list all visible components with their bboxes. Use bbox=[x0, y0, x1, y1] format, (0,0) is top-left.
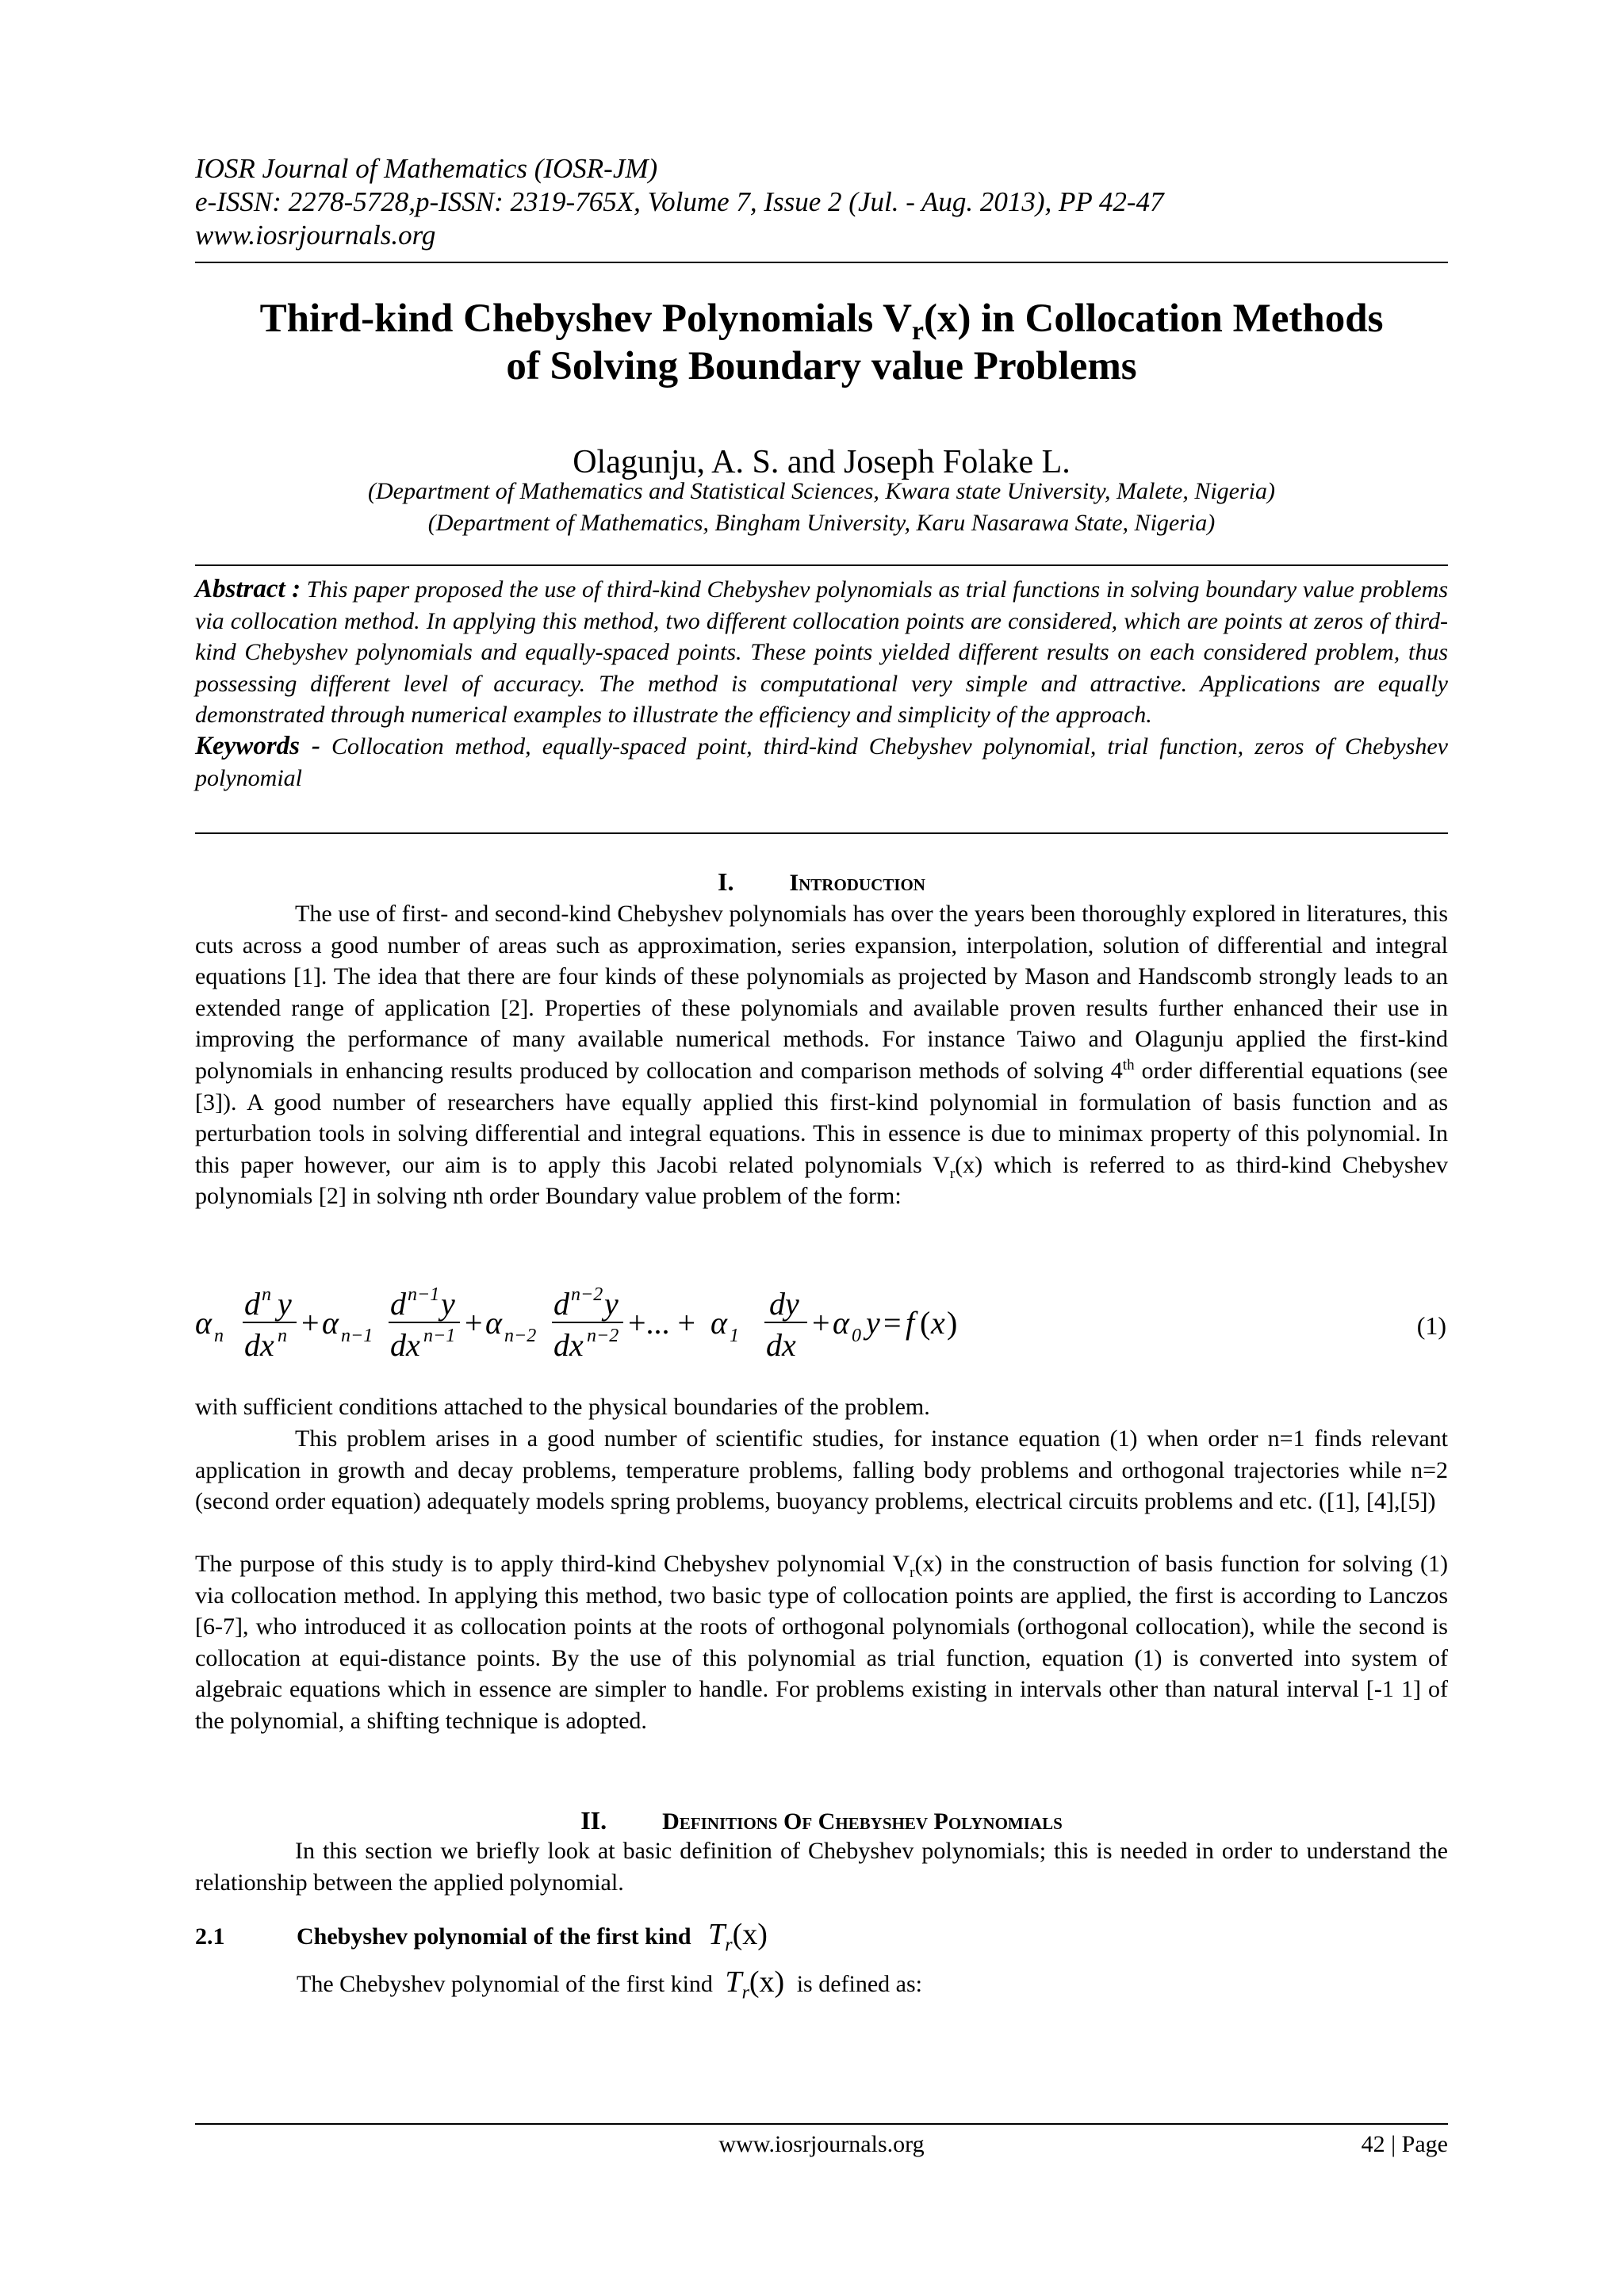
equation-1-number: (1) bbox=[1416, 1311, 1446, 1340]
svg-text:α: α bbox=[195, 1305, 212, 1341]
svg-text:x: x bbox=[931, 1305, 945, 1341]
keywords-text: Collocation method, equally-spaced point, third-kind Chebyshev polynomial, trial function, zeros of Chebyshev polynomial bbox=[195, 733, 1449, 791]
svg-text:n: n bbox=[278, 1326, 287, 1346]
abstract-top-rule bbox=[195, 564, 1448, 566]
svg-text:(: ( bbox=[920, 1305, 931, 1341]
svg-text:α: α bbox=[322, 1305, 339, 1341]
svg-text:=: = bbox=[883, 1305, 902, 1341]
svg-text:f: f bbox=[906, 1305, 915, 1341]
svg-text:+... +: +... + bbox=[628, 1305, 696, 1341]
svg-text:dx: dx bbox=[244, 1327, 274, 1363]
section-2-paragraph: In this section we briefly look at basic definition of Chebyshev polynomials; this is needed in order to understand the relationship between the applied polynomial. bbox=[195, 1838, 1448, 1896]
page-number: 42 | Page bbox=[1361, 2131, 1448, 2157]
section-2-heading: II. Definitions Of Chebyshev Polynomials bbox=[580, 1806, 1063, 1835]
svg-text:n: n bbox=[214, 1326, 224, 1346]
keywords-label: Keywords - bbox=[195, 731, 320, 760]
svg-text:α: α bbox=[710, 1305, 727, 1341]
equation-1 bbox=[195, 1278, 1448, 1365]
svg-text:α: α bbox=[485, 1305, 502, 1341]
journal-header bbox=[195, 152, 1448, 252]
svg-text:+: + bbox=[465, 1305, 483, 1341]
svg-text:y: y bbox=[278, 1286, 292, 1322]
header-rule bbox=[195, 262, 1448, 263]
footer-rule bbox=[195, 2123, 1448, 2125]
svg-text:n: n bbox=[262, 1284, 271, 1305]
abstract-bottom-rule bbox=[195, 832, 1448, 834]
svg-text:dx: dx bbox=[390, 1327, 420, 1363]
subsection-2-1-text: The Chebyshev polynomial of the first kind $T_r(x)$ is defined as: bbox=[297, 1965, 923, 2003]
section-1-heading: I. Introduction bbox=[718, 867, 925, 896]
svg-text:n−1: n−1 bbox=[408, 1284, 440, 1305]
svg-text:0: 0 bbox=[852, 1326, 861, 1346]
affiliation-2: (Department of Mathematics, Bingham University, Karu Nasarawa State, Nigeria) bbox=[427, 510, 1216, 536]
affiliations bbox=[195, 476, 1448, 539]
svg-text:dy: dy bbox=[769, 1286, 799, 1322]
svg-text:n−1: n−1 bbox=[341, 1326, 373, 1346]
subsection-2-1-heading: 2.1 Chebyshev polynomial of the first kind $T_r(x)$ bbox=[195, 1918, 768, 1956]
equation-1-formula bbox=[195, 1278, 1448, 1365]
svg-text:y: y bbox=[866, 1305, 880, 1341]
svg-text:): ) bbox=[947, 1305, 958, 1341]
svg-text:dx: dx bbox=[553, 1327, 584, 1363]
intro-paragraph-4: The purpose of this study is to apply third-kind Chebyshev polynomial $V_r(x)$ in the construction of basis function for solving (1) via collocation method. In applying this method, two basic type of collocation points are applied, the first is according to Lanczos [6-7], who introduced it as collocation points at the roots of orthogonal polynomials (orthogonal collocation), while the second is collocation at equi-distance points. By the use of this polynomial as trial function, equation (1) is converted into system of algebraic equations which in essence are simpler to handle. For problems existing in intervals other than natural interval [-1 1] of the polynomial, a shifting technique is adopted. bbox=[195, 1551, 1448, 1734]
svg-text:1: 1 bbox=[730, 1326, 739, 1346]
svg-text:n−2: n−2 bbox=[504, 1326, 537, 1346]
svg-text:y: y bbox=[441, 1286, 455, 1322]
journal-name: IOSR Journal of Mathematics (IOSR-JM) bbox=[195, 153, 658, 184]
svg-text:α: α bbox=[833, 1305, 849, 1341]
abstract bbox=[195, 574, 1448, 794]
svg-text:n−2: n−2 bbox=[571, 1284, 603, 1305]
paper-title: Third-kind Chebyshev Polynomials $V_r(x)$ in Collocation Methods of Solving Boundary value Problems bbox=[259, 297, 1384, 388]
svg-text:n−1: n−1 bbox=[423, 1326, 456, 1346]
intro-paragraph-3: This problem arises in a good number of scientific studies, for instance equation (1) when order n=1 finds relevant application in growth and decay problems, temperature problems, falling body problems and orthogonal trajectories while n=2 (second order equation) adequately models spring problems, buoyancy problems, electrical circuits problems and etc. ([1], [4],[5]) bbox=[195, 1425, 1448, 1515]
abstract-label: Abstract : bbox=[195, 575, 301, 603]
svg-text:y: y bbox=[604, 1286, 619, 1322]
svg-text:+: + bbox=[301, 1305, 320, 1341]
journal-website: www.iosrjournals.org bbox=[195, 220, 436, 251]
svg-text:dx: dx bbox=[766, 1327, 796, 1363]
svg-text:+: + bbox=[812, 1305, 830, 1341]
svg-text:d: d bbox=[244, 1286, 260, 1322]
abstract-text: This paper proposed the use of third-kind Chebyshev polynomials as trial functions in solving boundary value problems via collocation method. In applying this method, two different collocation points are considered, which are points at zeros of third-kind Chebyshev polynomials and equally-spaced points. These points yielded different results on each considered problem, thus possessing different level of accuracy. The method is computational very simple and attractive. Applications are equally demonstrated through numerical examples to illustrate the efficiency and simplicity of the approach. bbox=[195, 576, 1449, 729]
svg-text:d: d bbox=[553, 1286, 569, 1322]
journal-issn: e-ISSN: 2278-5728,p-ISSN: 2319-765X, Volume 7, Issue 2 (Jul. - Aug. 2013), PP 42-47 bbox=[195, 186, 1164, 217]
svg-text:n−2: n−2 bbox=[587, 1326, 619, 1346]
authors: Olagunju, A. S. and Joseph Folake L. bbox=[573, 444, 1071, 480]
paper-page bbox=[195, 0, 1448, 2296]
intro-paragraph-2: with sufficient conditions attached to the physical boundaries of the problem. bbox=[195, 1394, 930, 1420]
svg-text:d: d bbox=[390, 1286, 406, 1322]
intro-paragraph-1: The use of first- and second-kind Chebyshev polynomials has over the years been thoroughly explored in literatures, this cuts across a good number of areas such as approximation, series expansion, interpolation, solution of differential and integral equations [1]. The idea that there are four kinds of these polynomials as projected by Mason and Handscomb strongly leads to an extended range of application [2]. Properties of these polynomials and available proven results further enhanced their use in improving the performance of many available numerical methods. For instance Taiwo and Olagunju applied the first-kind polynomials in enhancing results produced by collocation and comparison methods of solving 4th order differential equations (see [3]). A good number of researchers have equally applied this first-kind polynomial in formulation of basis function and as perturbation tools in solving differential and integral equations. This in essence is due to minimax property of this polynomial. In this paper however, our aim is to apply this Jacobi related polynomials $V_r(x)$ which is referred to as third-kind Chebyshev polynomials [2] in solving nth order Boundary value problem of the form: bbox=[195, 901, 1448, 1210]
footer-website: www.iosrjournals.org bbox=[718, 2131, 925, 2157]
affiliation-1: (Department of Mathematics and Statistical Sciences, Kwara state University, Malete, Nigeria) bbox=[368, 478, 1275, 504]
